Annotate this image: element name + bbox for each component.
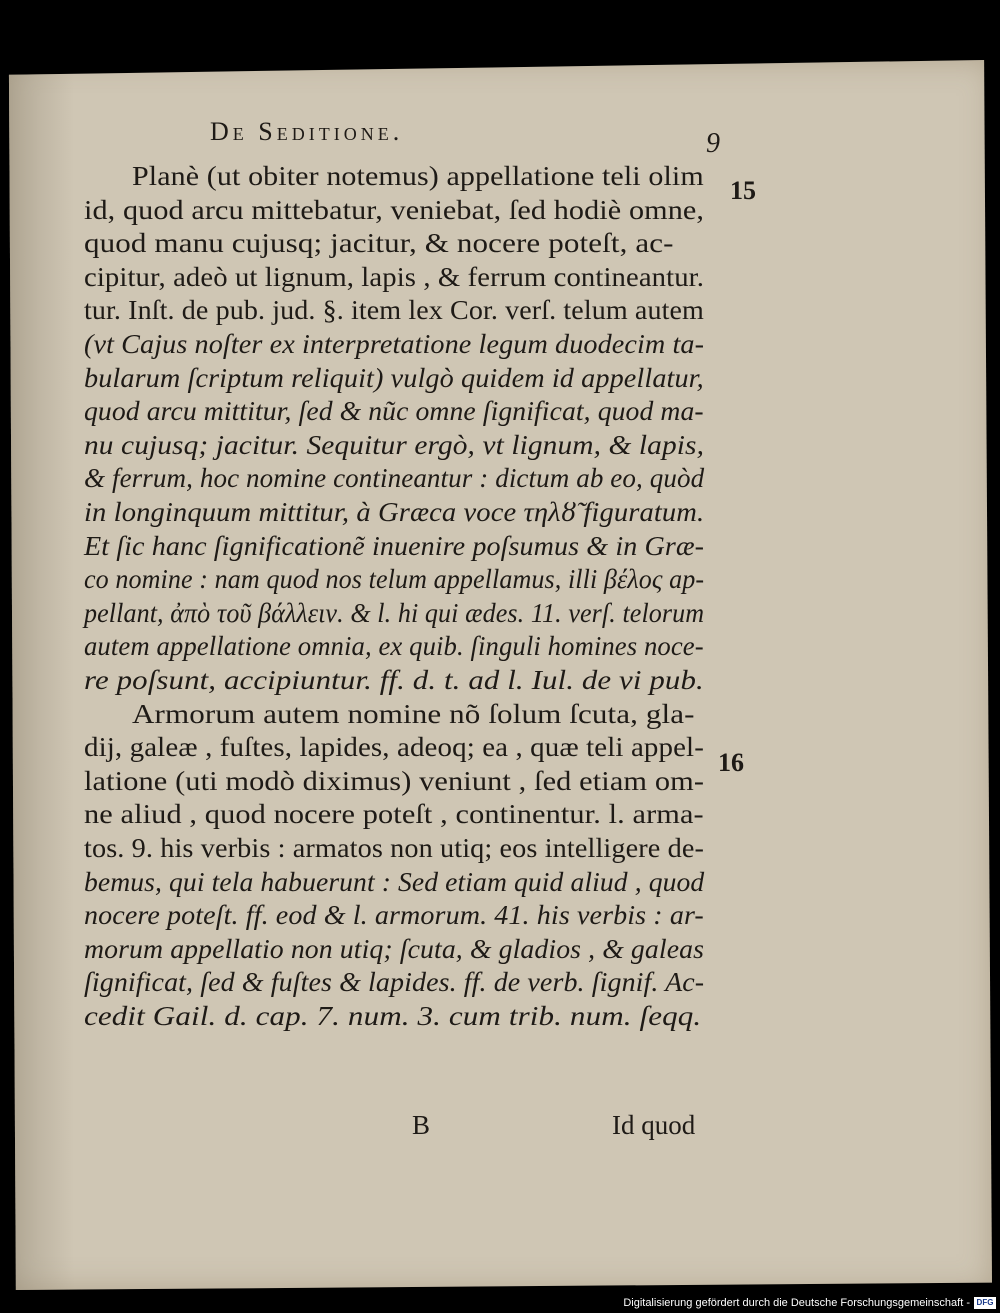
text-line: ſignificat, ſed & fuſtes & lapides. ff. de verb. ſignif. Ac- [84,967,705,998]
text-line: nocere poteſt. ff. eod & l. armorum. 41. his verbis : ar- [84,900,704,931]
catchword: Id quod [612,1110,696,1140]
dfg-logo: DFG [974,1297,996,1309]
text-line: morum appellatio non utiq; ſcuta, & gladios , & galeas [84,933,705,964]
text-line: nu cujusq; jacitur. Sequitur ergò, vt lignum, & lapis, [84,429,705,460]
text-line: Planè (ut obiter notemus) appellatione teli olim [132,161,704,191]
text-line: Armorum autem nomine nõ ſolum ſcuta, gla- [132,698,695,729]
text-line: tos. 9. his verbis : armatos non utiq; eos intelligere de- [84,833,705,863]
text-line: latione (uti modò diximus) veniunt , ſed etiam om- [84,765,705,796]
text-line: in longinquum mittitur, à Græca voce τηλȣ̃ figuratum. [84,497,705,527]
footer-bar [0,1291,1000,1313]
text-line: dij, galeæ , fuſtes, lapides, adeoq; ea , quæ teli appel- [84,732,704,763]
text-line: tur. Inſt. de pub. jud. §. item lex Cor. verſ. telum autem [84,295,704,326]
text-line: quod arcu mittitur, ſed & nũc omne ſignificat, quod ma- [84,396,704,427]
text-line: quod manu cujusq; jacitur, & nocere poteſt, ac- [84,228,674,259]
text-line: bemus, qui tela habuerunt : Sed etiam quid aliud , quod [84,866,705,897]
text-line: id, quod arcu mittebatur, veniebat, ſed hodiè omne, [84,194,705,225]
text-line: re poſsunt, accipiuntur. ff. d. t. ad l. Iul. de vi pub. [84,665,704,695]
text-line: co nomine : nam quod nos telum appellamus, illi βέλος ap- [84,564,705,595]
running-title: De Seditione. [210,117,404,146]
text-line: pellant, ἀπὸ τοῦ βάλλειν. & l. hi qui ædes. 11. verſ. telorum [84,597,705,628]
text-line: (vt Cajus noſter ex interpretatione legum duodecim ta- [84,329,705,359]
text-line: ne aliud , quod nocere poteſt , continentur. l. arma- [84,799,704,830]
text-line: & ferrum, hoc nomine contineantur : dictum ab eo, quòd [84,463,705,494]
text-line: cedit Gail. d. cap. 7. num. 3. cum trib. num. ſeqq. [84,1001,702,1031]
text-line: bularum ſcriptum reliquit) vulgò quidem id appellatur, [84,362,704,393]
text-line: Et ſic hanc ſignificationẽ inuenire poſsumus & in Græ- [84,530,705,561]
text-line: cipitur, adeò ut lignum, lapis , & ferrum contineantur. [84,261,705,292]
page-number: 9 [706,128,720,159]
footer-credit: Digitalisierung gefördert durch die Deutsche Forschungsgemeinschaft - [623,1297,970,1309]
signature-mark: B [412,1110,431,1140]
margin-number: 16 [718,748,744,777]
text-line: autem appellatione omnia, ex quib. ſinguli homines noce- [84,631,704,662]
margin-number: 15 [730,176,756,205]
